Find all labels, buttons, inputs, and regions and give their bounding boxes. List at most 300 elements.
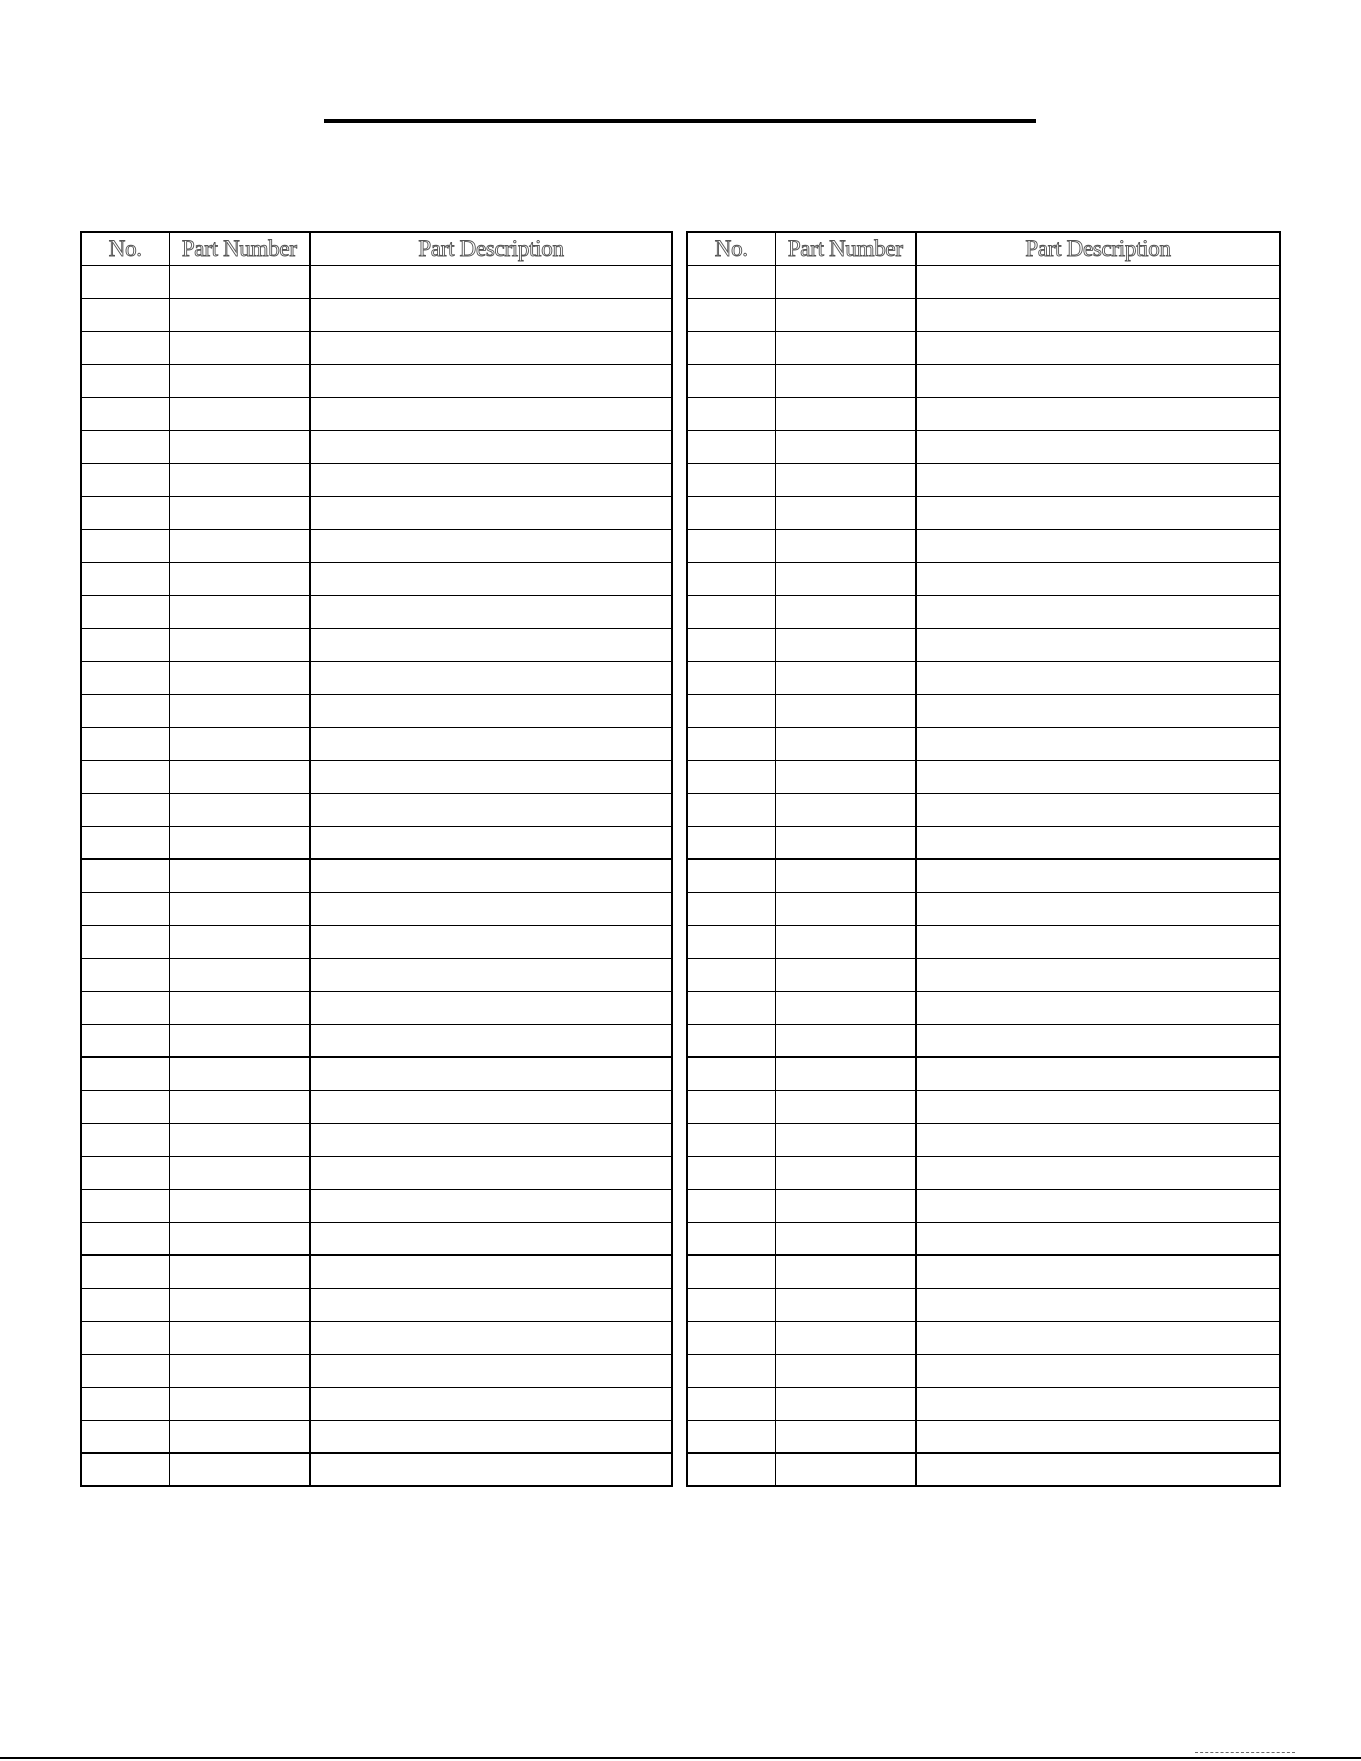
cell-part-number[interactable]: [775, 265, 916, 298]
table-row: [687, 1057, 1280, 1090]
cell-part-number[interactable]: [775, 1453, 916, 1486]
cell-part-description[interactable]: [916, 430, 1280, 463]
table-row: [687, 826, 1280, 859]
cell-part-description[interactable]: [310, 1288, 672, 1321]
cell-part-number[interactable]: [169, 1387, 310, 1420]
column-header-part-number: Part Number: [169, 232, 310, 265]
table-row: [687, 1189, 1280, 1222]
table-row: [687, 1453, 1280, 1486]
cell-part-description[interactable]: [916, 1090, 1280, 1123]
cell-part-description[interactable]: [916, 892, 1280, 925]
table-row: [81, 496, 672, 529]
cell-no[interactable]: [81, 1387, 169, 1420]
cell-no[interactable]: [687, 1387, 775, 1420]
cell-part-description[interactable]: [310, 562, 672, 595]
cell-part-number[interactable]: [775, 1321, 916, 1354]
cell-part-number[interactable]: [775, 826, 916, 859]
cell-no[interactable]: [81, 496, 169, 529]
cell-part-description[interactable]: [916, 1156, 1280, 1189]
cell-part-number[interactable]: [169, 1090, 310, 1123]
cell-part-number[interactable]: [169, 397, 310, 430]
parts-table-left: [80, 231, 673, 1487]
cell-no[interactable]: [687, 1354, 775, 1387]
cell-part-description[interactable]: [916, 991, 1280, 1024]
cell-no[interactable]: [687, 694, 775, 727]
cell-part-description[interactable]: [310, 364, 672, 397]
cell-part-number[interactable]: [169, 1123, 310, 1156]
table-row: [687, 628, 1280, 661]
column-header-no: No.: [687, 232, 775, 265]
cell-part-number[interactable]: [169, 1222, 310, 1255]
cell-part-number[interactable]: [775, 1354, 916, 1387]
table-row: [81, 1387, 672, 1420]
table-row: [81, 760, 672, 793]
cell-no[interactable]: [687, 661, 775, 694]
cell-part-description[interactable]: [916, 298, 1280, 331]
cell-part-description[interactable]: [310, 1090, 672, 1123]
cell-part-number[interactable]: [169, 298, 310, 331]
cell-no[interactable]: [687, 1420, 775, 1453]
cell-part-description[interactable]: [916, 727, 1280, 760]
cell-no[interactable]: [687, 892, 775, 925]
cell-no[interactable]: [687, 331, 775, 364]
cell-part-number[interactable]: [169, 1156, 310, 1189]
cell-part-description[interactable]: [310, 925, 672, 958]
cell-part-description[interactable]: [310, 727, 672, 760]
cell-part-description[interactable]: [310, 958, 672, 991]
cell-part-description[interactable]: [916, 1420, 1280, 1453]
cell-part-description[interactable]: [310, 1354, 672, 1387]
table-body: [687, 265, 1280, 1486]
cell-part-number[interactable]: [169, 859, 310, 892]
table-row: [687, 1420, 1280, 1453]
table-row: [81, 562, 672, 595]
cell-no[interactable]: [81, 265, 169, 298]
table-row: [81, 1090, 672, 1123]
cell-part-description[interactable]: [916, 595, 1280, 628]
cell-part-number[interactable]: [169, 496, 310, 529]
cell-part-number[interactable]: [775, 430, 916, 463]
cell-part-number[interactable]: [169, 958, 310, 991]
cell-no[interactable]: [81, 628, 169, 661]
table-row: [687, 760, 1280, 793]
table-row: [81, 958, 672, 991]
table-row: [687, 331, 1280, 364]
cell-part-number[interactable]: [775, 727, 916, 760]
cell-no[interactable]: [81, 694, 169, 727]
table-row: [81, 727, 672, 760]
cell-no[interactable]: [687, 463, 775, 496]
cell-part-number[interactable]: [169, 1024, 310, 1057]
table-row: [687, 1090, 1280, 1123]
cell-part-description[interactable]: [916, 1057, 1280, 1090]
table-row: [687, 397, 1280, 430]
cell-no[interactable]: [687, 1024, 775, 1057]
cell-no[interactable]: [687, 1090, 775, 1123]
table-row: [81, 1189, 672, 1222]
cell-part-number[interactable]: [169, 661, 310, 694]
cell-no[interactable]: [687, 562, 775, 595]
cell-part-number[interactable]: [169, 1288, 310, 1321]
cell-part-number[interactable]: [169, 991, 310, 1024]
cell-no[interactable]: [81, 1024, 169, 1057]
cell-no[interactable]: [81, 298, 169, 331]
cell-no[interactable]: [687, 793, 775, 826]
table-row: [81, 925, 672, 958]
cell-no[interactable]: [687, 958, 775, 991]
cell-part-number[interactable]: [169, 1189, 310, 1222]
cell-part-description[interactable]: [310, 793, 672, 826]
cell-no[interactable]: [687, 298, 775, 331]
table-row: [81, 463, 672, 496]
cell-part-number[interactable]: [169, 529, 310, 562]
cell-no[interactable]: [81, 397, 169, 430]
table-row: [81, 859, 672, 892]
cell-no[interactable]: [687, 1453, 775, 1486]
cell-part-description[interactable]: [916, 463, 1280, 496]
cell-part-number[interactable]: [775, 595, 916, 628]
cell-no[interactable]: [81, 793, 169, 826]
cell-part-number[interactable]: [775, 529, 916, 562]
cell-no[interactable]: [687, 628, 775, 661]
cell-no[interactable]: [687, 430, 775, 463]
table-row: [687, 958, 1280, 991]
cell-part-description[interactable]: [916, 1288, 1280, 1321]
table-row: [81, 397, 672, 430]
table-row: [81, 265, 672, 298]
table-row: [687, 430, 1280, 463]
cell-part-description[interactable]: [916, 529, 1280, 562]
cell-no[interactable]: [81, 1057, 169, 1090]
cell-no[interactable]: [81, 1354, 169, 1387]
cell-part-description[interactable]: [916, 628, 1280, 661]
table-row: [687, 529, 1280, 562]
table-row: [687, 298, 1280, 331]
cell-part-description[interactable]: [310, 331, 672, 364]
cell-part-number[interactable]: [169, 892, 310, 925]
table-row: [687, 1354, 1280, 1387]
cell-part-description[interactable]: [916, 1024, 1280, 1057]
cell-no[interactable]: [81, 1156, 169, 1189]
cell-part-description[interactable]: [310, 1189, 672, 1222]
cell-part-description[interactable]: [310, 298, 672, 331]
cell-part-number[interactable]: [775, 1024, 916, 1057]
cell-part-number[interactable]: [169, 430, 310, 463]
table-row: [81, 1123, 672, 1156]
cell-part-number[interactable]: [775, 1090, 916, 1123]
cell-no[interactable]: [687, 727, 775, 760]
cell-no[interactable]: [81, 430, 169, 463]
table-row: [81, 991, 672, 1024]
cell-no[interactable]: [81, 958, 169, 991]
header-row: [687, 232, 1280, 265]
cell-no[interactable]: [687, 265, 775, 298]
cell-part-number[interactable]: [775, 991, 916, 1024]
cell-part-number[interactable]: [775, 1255, 916, 1288]
cell-part-number[interactable]: [169, 727, 310, 760]
cell-part-number[interactable]: [775, 397, 916, 430]
cell-part-number[interactable]: [775, 298, 916, 331]
cell-part-number[interactable]: [169, 595, 310, 628]
cell-part-description[interactable]: [310, 529, 672, 562]
cell-no[interactable]: [81, 1420, 169, 1453]
cell-no[interactable]: [687, 1123, 775, 1156]
cell-part-number[interactable]: [775, 793, 916, 826]
table-row: [81, 793, 672, 826]
cell-part-description[interactable]: [916, 859, 1280, 892]
table-row: [687, 562, 1280, 595]
table-row: [687, 661, 1280, 694]
cell-part-number[interactable]: [169, 793, 310, 826]
cell-part-description[interactable]: [310, 1222, 672, 1255]
cell-no[interactable]: [687, 1255, 775, 1288]
table-row: [81, 430, 672, 463]
table-row: [81, 1420, 672, 1453]
cell-part-description[interactable]: [916, 364, 1280, 397]
cell-part-description[interactable]: [310, 1321, 672, 1354]
table-row: [687, 727, 1280, 760]
cell-no[interactable]: [687, 826, 775, 859]
cell-no[interactable]: [81, 991, 169, 1024]
cell-no[interactable]: [687, 859, 775, 892]
cell-part-number[interactable]: [169, 1354, 310, 1387]
cell-no[interactable]: [687, 1222, 775, 1255]
table-row: [81, 628, 672, 661]
cell-part-description[interactable]: [310, 496, 672, 529]
cell-no[interactable]: [81, 727, 169, 760]
cell-no[interactable]: [81, 529, 169, 562]
cell-part-description[interactable]: [916, 958, 1280, 991]
cell-part-number[interactable]: [169, 694, 310, 727]
cell-part-number[interactable]: [775, 1288, 916, 1321]
cell-part-description[interactable]: [310, 1420, 672, 1453]
cell-no[interactable]: [81, 595, 169, 628]
cell-no[interactable]: [687, 1156, 775, 1189]
cell-part-number[interactable]: [169, 628, 310, 661]
cell-part-number[interactable]: [169, 826, 310, 859]
cell-no[interactable]: [687, 364, 775, 397]
cell-part-description[interactable]: [310, 892, 672, 925]
table-row: [687, 1123, 1280, 1156]
cell-part-number[interactable]: [775, 1420, 916, 1453]
table-row: [687, 463, 1280, 496]
table-row: [687, 496, 1280, 529]
cell-part-number[interactable]: [775, 1123, 916, 1156]
cell-part-description[interactable]: [916, 1354, 1280, 1387]
cell-no[interactable]: [687, 397, 775, 430]
cell-part-description[interactable]: [916, 397, 1280, 430]
cell-part-description[interactable]: [916, 826, 1280, 859]
cell-no[interactable]: [81, 463, 169, 496]
cell-no[interactable]: [687, 1321, 775, 1354]
cell-no[interactable]: [687, 1288, 775, 1321]
cell-part-number[interactable]: [775, 958, 916, 991]
table-row: [687, 1321, 1280, 1354]
cell-no[interactable]: [81, 859, 169, 892]
table-row: [81, 1321, 672, 1354]
table-row: [81, 529, 672, 562]
cell-no[interactable]: [81, 661, 169, 694]
cell-no[interactable]: [687, 595, 775, 628]
cell-part-number[interactable]: [169, 562, 310, 595]
table-row: [687, 595, 1280, 628]
cell-part-description[interactable]: [916, 694, 1280, 727]
cell-part-description[interactable]: [310, 991, 672, 1024]
cell-part-description[interactable]: [310, 1387, 672, 1420]
cell-no[interactable]: [81, 1123, 169, 1156]
cell-no[interactable]: [687, 1189, 775, 1222]
cell-part-description[interactable]: [916, 1189, 1280, 1222]
table-row: [81, 595, 672, 628]
cell-part-number[interactable]: [169, 1453, 310, 1486]
table-row: [687, 694, 1280, 727]
cell-part-description[interactable]: [310, 1057, 672, 1090]
cell-part-number[interactable]: [775, 562, 916, 595]
cell-no[interactable]: [81, 1222, 169, 1255]
cell-part-description[interactable]: [310, 694, 672, 727]
cell-part-number[interactable]: [169, 331, 310, 364]
cell-part-number[interactable]: [775, 331, 916, 364]
cell-part-number[interactable]: [775, 859, 916, 892]
table-row: [81, 892, 672, 925]
table-row: [687, 364, 1280, 397]
cell-part-description[interactable]: [916, 562, 1280, 595]
cell-part-description[interactable]: [916, 793, 1280, 826]
cell-part-number[interactable]: [775, 892, 916, 925]
cell-part-description[interactable]: [916, 1453, 1280, 1486]
cell-part-number[interactable]: [775, 760, 916, 793]
cell-no[interactable]: [81, 1255, 169, 1288]
table-row: [81, 1222, 672, 1255]
cell-part-number[interactable]: [775, 1156, 916, 1189]
cell-part-description[interactable]: [916, 496, 1280, 529]
table-row: [687, 1255, 1280, 1288]
table-row: [687, 991, 1280, 1024]
cell-no[interactable]: [687, 925, 775, 958]
table-row: [81, 826, 672, 859]
cell-part-number[interactable]: [169, 364, 310, 397]
cell-no[interactable]: [81, 1321, 169, 1354]
cell-part-description[interactable]: [916, 1255, 1280, 1288]
cell-part-number[interactable]: [169, 1255, 310, 1288]
column-header-no: No.: [81, 232, 169, 265]
table-row: [81, 298, 672, 331]
table-row: [81, 1057, 672, 1090]
cell-part-description[interactable]: [916, 1321, 1280, 1354]
cell-part-number[interactable]: [775, 925, 916, 958]
cell-no[interactable]: [81, 1288, 169, 1321]
cell-part-description[interactable]: [310, 760, 672, 793]
cell-part-number[interactable]: [775, 661, 916, 694]
cell-no[interactable]: [81, 892, 169, 925]
cell-part-description[interactable]: [916, 1222, 1280, 1255]
cell-no[interactable]: [81, 364, 169, 397]
cell-part-number[interactable]: [775, 364, 916, 397]
cell-part-description[interactable]: [310, 397, 672, 430]
cell-part-description[interactable]: [916, 760, 1280, 793]
cell-part-description[interactable]: [916, 331, 1280, 364]
cell-part-number[interactable]: [775, 628, 916, 661]
cell-no[interactable]: [81, 1189, 169, 1222]
cell-no[interactable]: [687, 760, 775, 793]
cell-part-number[interactable]: [775, 496, 916, 529]
cell-part-description[interactable]: [916, 265, 1280, 298]
cell-no[interactable]: [81, 562, 169, 595]
table-row: [687, 793, 1280, 826]
cell-part-description[interactable]: [310, 1453, 672, 1486]
cell-part-number[interactable]: [169, 760, 310, 793]
cell-part-description[interactable]: [916, 661, 1280, 694]
cell-part-description[interactable]: [310, 661, 672, 694]
table-row: [81, 1288, 672, 1321]
cell-part-number[interactable]: [169, 1057, 310, 1090]
table-row: [687, 1288, 1280, 1321]
cell-no[interactable]: [81, 925, 169, 958]
cell-part-number[interactable]: [169, 1321, 310, 1354]
column-header-part-description: Part Description: [310, 232, 672, 265]
cell-no[interactable]: [81, 331, 169, 364]
cell-no[interactable]: [687, 496, 775, 529]
table-row: [81, 694, 672, 727]
cell-part-number[interactable]: [169, 463, 310, 496]
cell-part-description[interactable]: [310, 430, 672, 463]
cell-part-description[interactable]: [310, 1123, 672, 1156]
table-row: [687, 925, 1280, 958]
column-header-part-description: Part Description: [916, 232, 1280, 265]
table-row: [81, 1354, 672, 1387]
cell-part-number[interactable]: [775, 1387, 916, 1420]
cell-part-description[interactable]: [310, 859, 672, 892]
table-row: [687, 1222, 1280, 1255]
cell-part-description[interactable]: [310, 1156, 672, 1189]
table-row: [687, 265, 1280, 298]
cell-no[interactable]: [81, 826, 169, 859]
cell-part-description[interactable]: [916, 925, 1280, 958]
cell-part-number[interactable]: [775, 1057, 916, 1090]
cell-part-description[interactable]: [310, 628, 672, 661]
table-row: [81, 1156, 672, 1189]
cell-part-description[interactable]: [310, 826, 672, 859]
cell-part-description[interactable]: [916, 1123, 1280, 1156]
table-row: [81, 331, 672, 364]
table-row: [81, 364, 672, 397]
column-header-part-number: Part Number: [775, 232, 916, 265]
cell-part-number[interactable]: [775, 1222, 916, 1255]
cell-part-number[interactable]: [775, 694, 916, 727]
cell-part-description[interactable]: [310, 1024, 672, 1057]
table-row: [687, 1387, 1280, 1420]
cell-no[interactable]: [687, 991, 775, 1024]
cell-part-description[interactable]: [310, 265, 672, 298]
table-row: [687, 892, 1280, 925]
cell-part-number[interactable]: [169, 265, 310, 298]
table-row: [687, 859, 1280, 892]
cell-no[interactable]: [687, 1057, 775, 1090]
cell-part-description[interactable]: [310, 463, 672, 496]
cell-part-description[interactable]: [310, 1255, 672, 1288]
cell-part-number[interactable]: [169, 1420, 310, 1453]
cell-no[interactable]: [81, 760, 169, 793]
cell-part-number[interactable]: [169, 925, 310, 958]
cell-no[interactable]: [81, 1090, 169, 1123]
cell-no[interactable]: [687, 529, 775, 562]
cell-no[interactable]: [81, 1453, 169, 1486]
cell-part-description[interactable]: [916, 1387, 1280, 1420]
cell-part-number[interactable]: [775, 463, 916, 496]
cell-part-description[interactable]: [310, 595, 672, 628]
cell-part-number[interactable]: [775, 1189, 916, 1222]
table-row: [81, 1453, 672, 1486]
